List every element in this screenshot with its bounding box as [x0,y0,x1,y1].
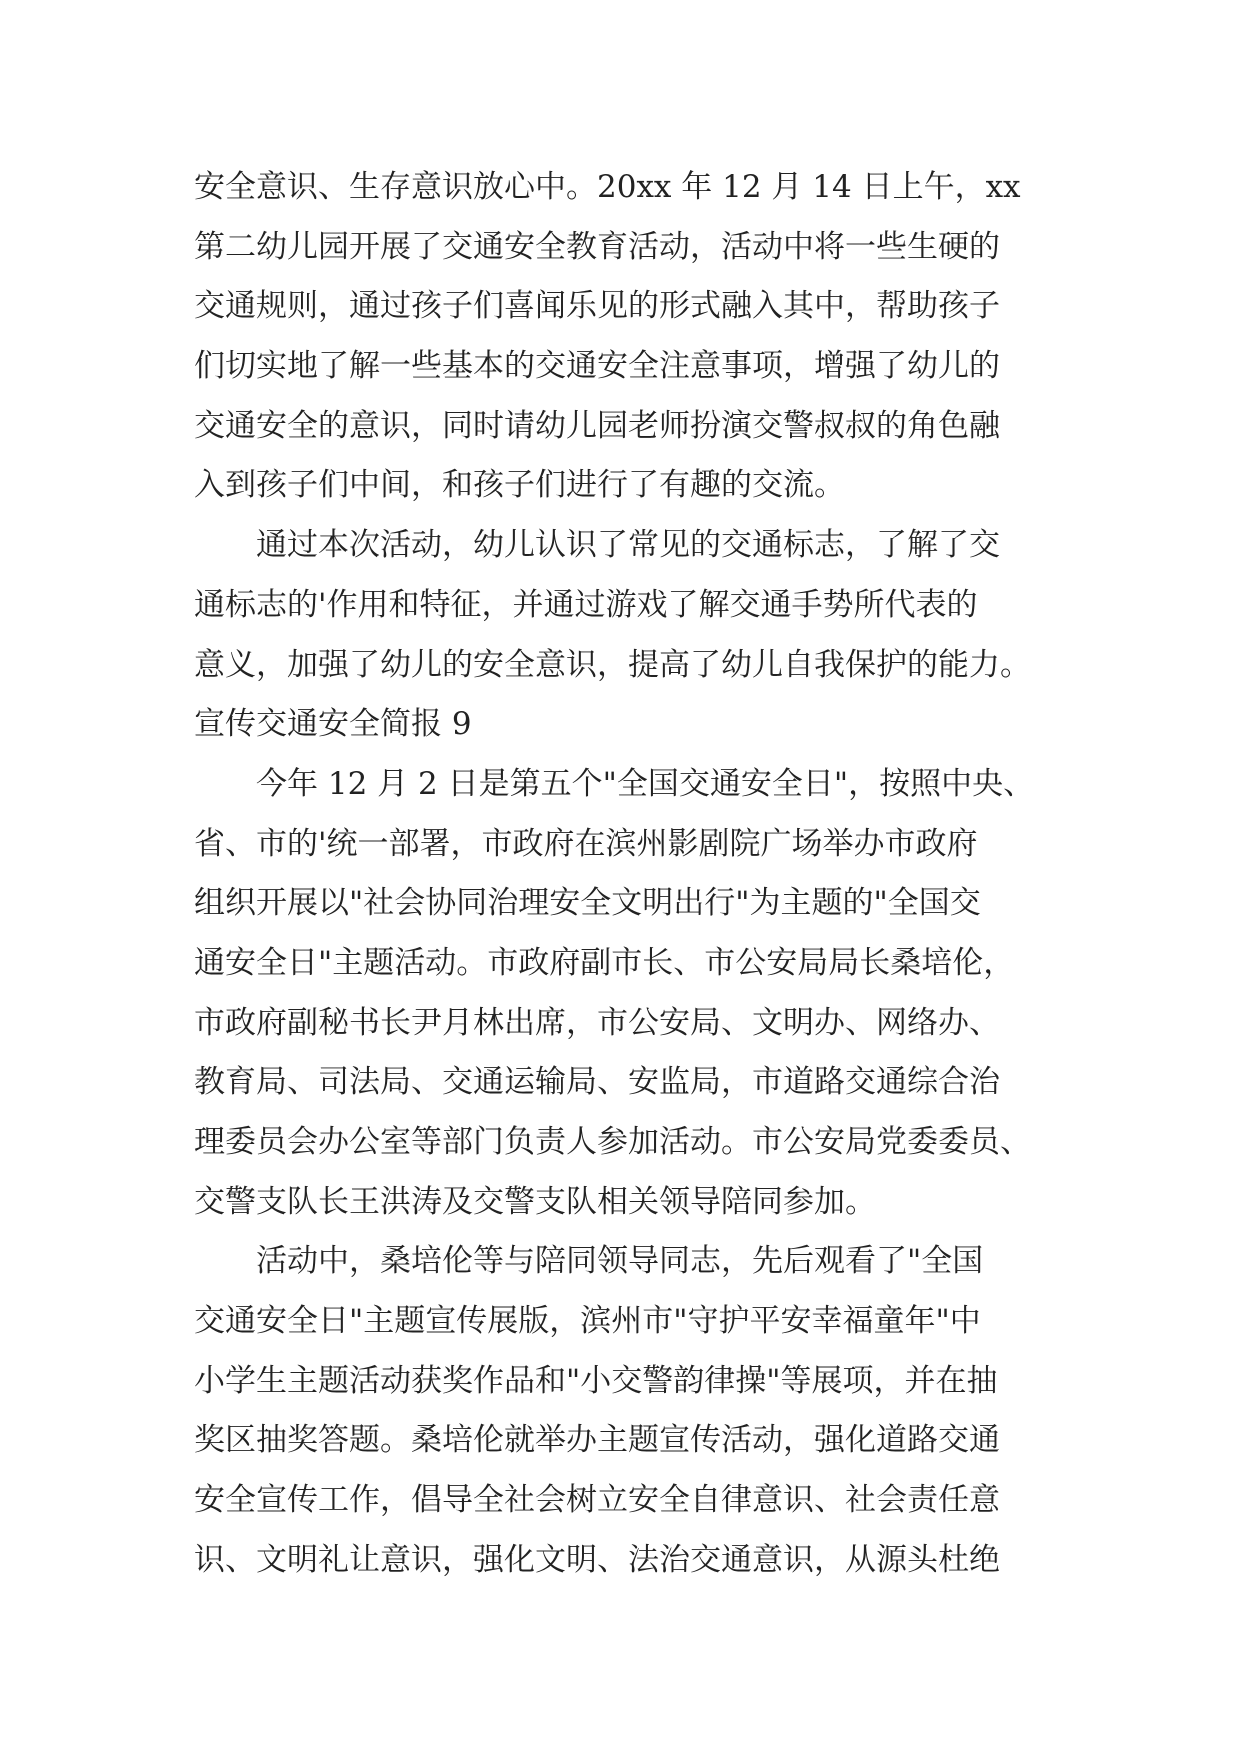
text-line: 今年 12 月 2 日是第五个"全国交通安全日"，按照中央、 [256,765,1035,802]
document-body [194,158,1054,1591]
text-line: 意义，加强了幼儿的安全意识，提高了幼儿自我保护的能力。 [194,646,1031,683]
text-line: 入到孩子们中间，和孩子们进行了有趣的交流。 [194,467,845,504]
text-line: 市政府副秘书长尹月林出席，市公安局、文明办、网络办、 [194,1004,1000,1041]
text-line: 安全宣传工作，倡导全社会树立安全自律意识、社会责任意 [194,1482,1000,1519]
text-line: 交通安全日"主题宣传展版，滨州市"守护平安幸福童年"中 [194,1303,981,1340]
text-line: 通过本次活动，幼儿认识了常见的交通标志，了解了交 [256,527,1000,564]
text-line: 教育局、司法局、交通运输局、安监局，市道路交通综合治 [194,1064,1000,1101]
text-line: 省、市的'统一部署，市政府在滨州影剧院广场举办市政府 [194,825,978,862]
text-line: 小学生主题活动获奖作品和"小交警韵律操"等展项，并在抽 [194,1362,998,1399]
text-line: 活动中，桑培伦等与陪同领导同志，先后观看了"全国 [256,1243,984,1280]
text-line: 识、文明礼让意识，强化文明、法治交通意识，从源头杜绝 [194,1541,1000,1578]
text-line: 奖区抽奖答题。桑培伦就举办主题宣传活动，强化道路交通 [194,1422,1000,1459]
text-line: 们切实地了解一些基本的交通安全注意事项，增强了幼儿的 [194,348,1000,385]
text-line: 交警支队长王洪涛及交警支队相关领导陪同参加。 [194,1183,876,1220]
text-line: 理委员会办公室等部门负责人参加活动。市公安局党委委员、 [194,1124,1031,1160]
text-line: 第二幼儿园开展了交通安全教育活动，活动中将一些生硬的 [194,228,1000,265]
text-line: 交通安全的意识，同时请幼儿园老师扮演交警叔叔的角色融 [194,407,1000,444]
text-line: 通标志的'作用和特征，并通过游戏了解交通手势所代表的 [194,586,978,623]
text-line: 交通规则，通过孩子们喜闻乐见的形式融入其中，帮助孩子 [194,288,1000,325]
text-line: 宣传交通安全简报 9 [194,706,472,743]
text-line: 安全意识、生存意识放心中。20xx 年 12 月 14 日上午，xx [194,169,1021,205]
text-line: 组织开展以"社会协同治理安全文明出行"为主题的"全国交 [194,885,981,922]
text-line: 通安全日"主题活动。市政府副市长、市公安局局长桑培伦， [194,944,1015,981]
